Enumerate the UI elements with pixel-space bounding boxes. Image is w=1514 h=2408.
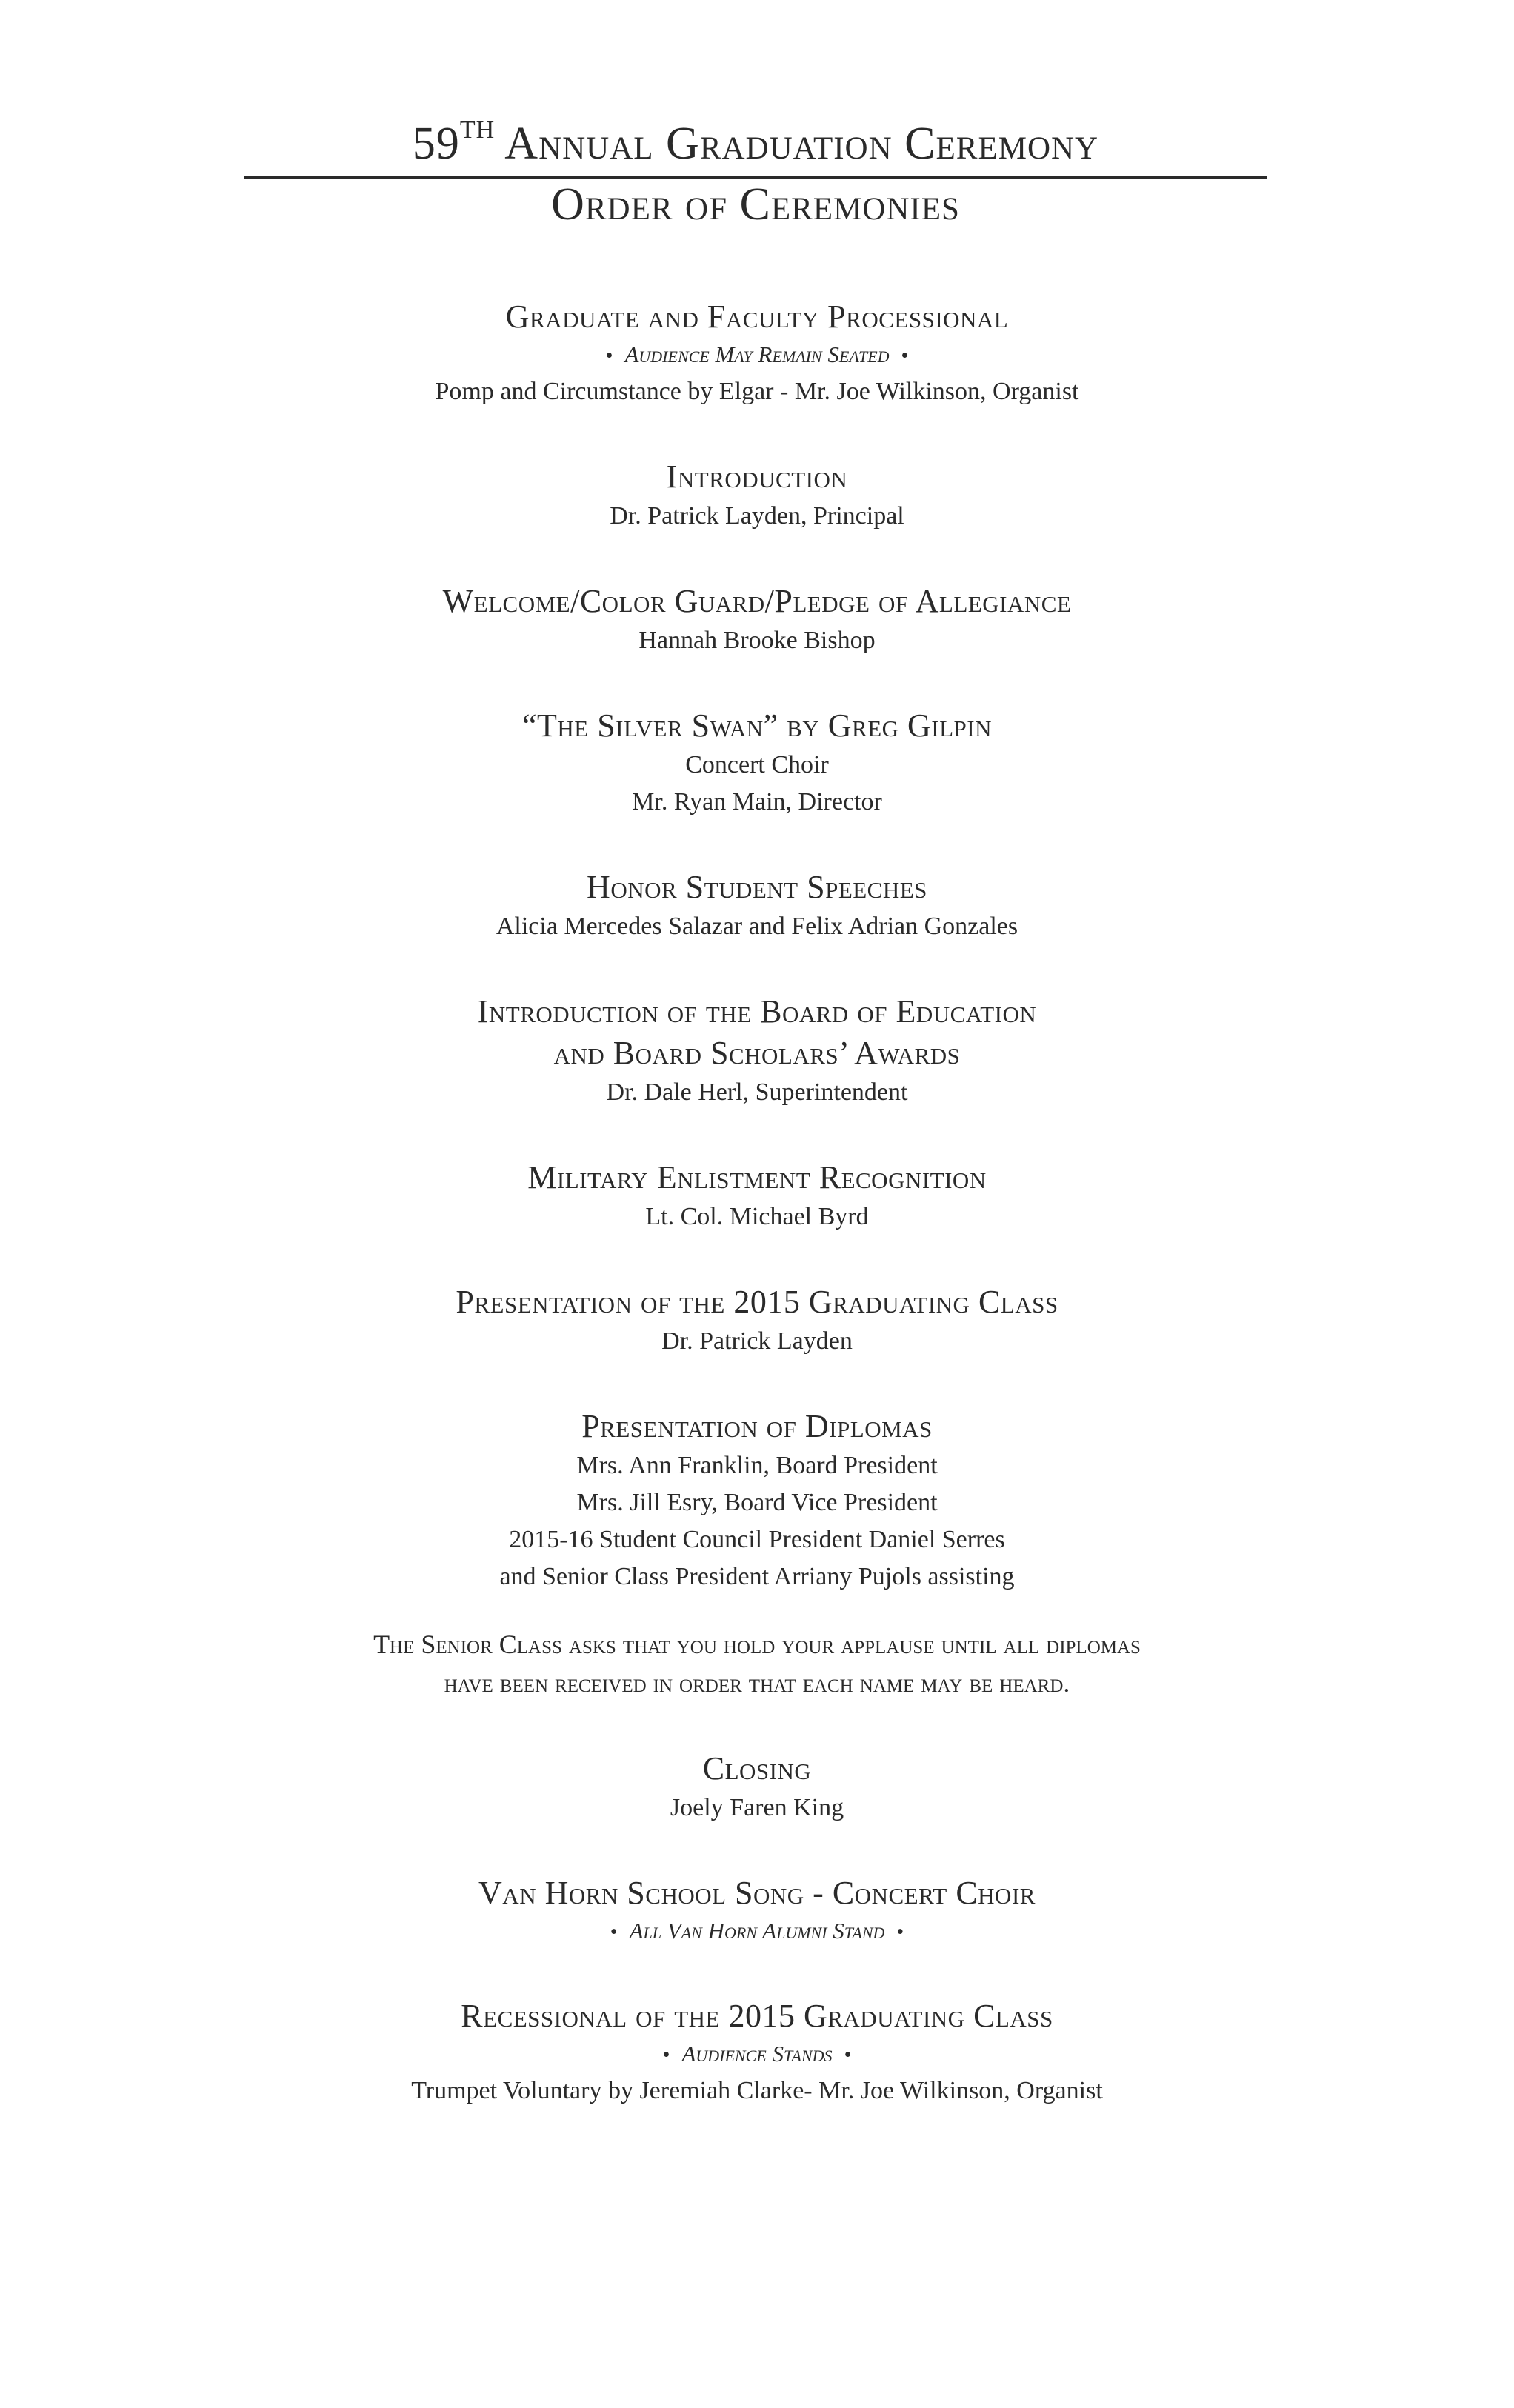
header-rule [244,176,1267,179]
program-item-title-continued: and Board Scholars’ Awards [553,1035,961,1071]
bullet-icon: • [901,344,909,367]
program-item-title: Presentation of Diplomas [581,1408,933,1444]
ceremony-title [244,117,1267,170]
program-item-note [178,2037,1336,2072]
program-item-title: Recessional of the 2015 Graduating Class [461,1998,1053,2034]
ceremony-title-text: Annual Graduation Ceremony [504,119,1099,169]
program-item-title: Honor Student Speeches [587,869,927,905]
program-item-recessional [178,1995,1336,2109]
program-item-detail: Hannah Brooke Bishop [638,627,876,654]
program-item-detail: Mr. Ryan Main, Director [632,788,882,816]
program-item-title: Military Enlistment Recognition [527,1159,987,1195]
applause-notice-line: The Senior Class asks that you hold your applause until all diplomas [373,1630,1141,1659]
program-item-diplomas [178,1406,1336,1595]
program-item-note-text: All Van Horn Alumni Stand [629,1918,885,1944]
program-item-title: Presentation of the 2015 Graduating Class [456,1284,1058,1320]
program-item-detail: Joely Faren King [670,1794,844,1821]
program-item-welcome [178,581,1336,659]
program-item-title: Introduction [666,458,848,495]
program-item-note-text: Audience Stands [681,2041,833,2067]
program-item-title: Closing [702,1750,812,1787]
program-item-detail: Dr. Dale Herl, Superintendent [606,1078,908,1106]
program-item-detail: 2015-16 Student Council President Daniel Serres [509,1526,1005,1553]
program-item-detail: Trumpet Voluntary by Jeremiah Clarke- Mr. Joe Wilkinson, Organist [411,2077,1103,2104]
program-item-processional [178,296,1336,410]
program-item-note-text: Audience May Remain Seated [624,341,890,367]
program-item-title: Van Horn School Song - Concert Choir [478,1875,1036,1911]
bullet-icon: • [605,344,613,367]
program-item-note [178,338,1336,373]
program-item-introduction [178,456,1336,535]
program-item-detail: Mrs. Jill Esry, Board Vice President [576,1489,938,1516]
program-item-detail: Concert Choir [685,751,829,778]
program-item-title: Welcome/Color Guard/Pledge of Allegiance [442,583,1072,619]
program-item-title: Introduction of the Board of Education [477,993,1037,1030]
program-item-detail: Dr. Patrick Layden, Principal [610,502,904,530]
ceremony-number-suffix: TH [459,116,496,144]
ceremony-number: 59 [412,119,460,169]
program-item-detail: Pomp and Circumstance by Elgar - Mr. Joe Wilkinson, Organist [435,378,1079,405]
program-item-title: Graduate and Faculty Processional [505,299,1009,335]
program-item-class-presentation [178,1281,1336,1360]
program-item-board-introduction [178,991,1336,1111]
ceremony-order-list [178,296,1336,2155]
bullet-icon: • [662,2044,670,2067]
order-title: Order of Ceremonies [551,179,960,230]
bullet-icon: • [896,1921,904,1944]
program-item-closing [178,1748,1336,1827]
program-item-silver-swan [178,705,1336,821]
program-header [244,117,1267,231]
program-item-detail: Alicia Mercedes Salazar and Felix Adrian Gonzales [496,913,1018,940]
program-item-title: “The Silver Swan” by Greg Gilpin [521,707,993,744]
program-item-detail: Mrs. Ann Franklin, Board President [576,1452,938,1479]
program-item-detail: Dr. Patrick Layden [661,1327,853,1355]
bullet-icon: • [610,1921,618,1944]
program-item-honor-speeches [178,867,1336,945]
applause-notice [178,1625,1336,1702]
program-item-school-song [178,1872,1336,1950]
applause-notice-line: have been received in order that each name may be heard. [444,1668,1070,1698]
program-item-detail: Lt. Col. Michael Byrd [645,1203,869,1230]
program-item-note [178,1914,1336,1950]
program-item-detail: and Senior Class President Arriany Pujols assisting [499,1563,1015,1590]
program-item-military-recognition [178,1157,1336,1235]
bullet-icon: • [844,2044,852,2067]
